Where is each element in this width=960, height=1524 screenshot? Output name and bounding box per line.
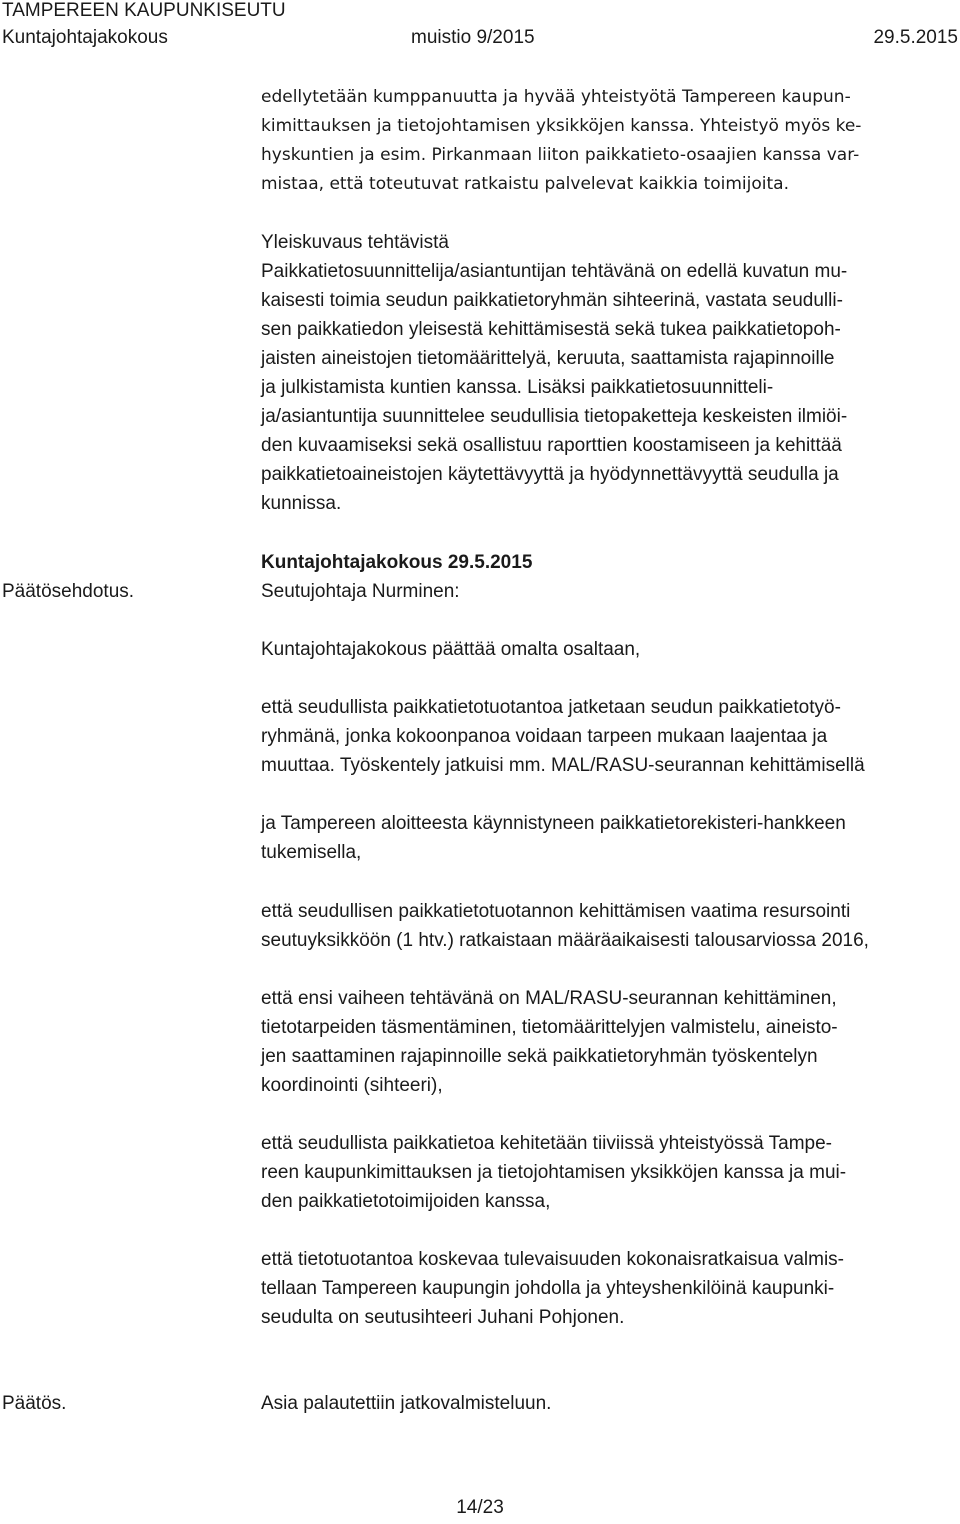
intro-line: kimittauksen ja tietojohtamisen yksikköjen kanssa. Yhteistyö myös ke-	[261, 116, 862, 136]
overview-section	[261, 228, 957, 518]
proposal-item-line: että ensi vaiheen tehtävänä on MAL/RASU-seurannan kehittäminen,	[261, 988, 837, 1009]
overview-line: ja julkistamista kuntien kanssa. Lisäksi paikkatietosuunnitteli-	[261, 377, 774, 398]
decision-label: Päätös.	[2, 1393, 67, 1414]
proposal-item-line: koordinointi (sihteeri),	[261, 1075, 443, 1096]
proposal-item-line: jen saattaminen rajapinnoille sekä paikkatietoryhmän työskentelyn	[261, 1046, 818, 1067]
proposal-lead	[261, 635, 957, 664]
proposal-item-line: ryhmänä, jonka kokoonpanoa voidaan tarpeen mukaan laajentaa ja	[261, 726, 828, 747]
intro-paragraph	[261, 83, 957, 199]
overview-line: jaisten aineistojen tietomäärittelyä, keruuta, saattamista rajapinnoille	[261, 348, 835, 369]
overview-line: kaisesti toimia seudun paikkatietoryhmän sihteerinä, vastata seudulli-	[261, 290, 843, 311]
proposal-item-6	[261, 1245, 957, 1332]
proposal-heading	[261, 548, 957, 606]
proposal-item-line: että tietotuotantoa koskevaa tulevaisuuden kokonaisratkaisua valmis-	[261, 1249, 845, 1270]
presenter: Seutujohtaja Nurminen:	[261, 581, 460, 602]
page-number: 14/23	[456, 1497, 504, 1518]
header-organization: TAMPEREEN KAUPUNKISEUTU	[2, 0, 286, 21]
proposal-item-4	[261, 984, 957, 1100]
decision-text	[261, 1389, 957, 1418]
intro-line: mistaa, että toteutuvat ratkaistu palvelevat kaikkia toimijoita.	[261, 174, 789, 194]
header-memo: muistio 9/2015	[411, 27, 535, 48]
overview-line: sen paikkatiedon yleisestä kehittämisestä sekä tukea paikkatietopoh-	[261, 319, 841, 340]
proposal-item-3	[261, 897, 957, 955]
proposal-item-line: tellaan Tampereen kaupungin johdolla ja yhteyshenkilöinä kaupunki-	[261, 1278, 835, 1299]
proposal-lead-text: Kuntajohtajakokous päättää omalta osaltaan,	[261, 639, 641, 660]
overview-line: paikkatietoaineistojen käytettävyyttä ja hyödynnettävyyttä seudulla ja	[261, 464, 839, 485]
proposal-item-1	[261, 693, 957, 780]
header-meeting: Kuntajohtajakokous	[2, 27, 168, 48]
proposal-item-line: tukemisella,	[261, 842, 362, 863]
proposal-item-line: seudulta on seutusihteeri Juhani Pohjonen.	[261, 1307, 625, 1328]
overview-line: ja/asiantuntija suunnittelee seudullisia tietopaketteja keskeisten ilmiöi-	[261, 406, 848, 427]
proposal-item-2	[261, 809, 957, 867]
overview-line: Paikkatietosuunnittelija/asiantuntijan tehtävänä on edellä kuvatun mu-	[261, 261, 848, 282]
overview-heading: Yleiskuvaus tehtävistä	[261, 232, 449, 253]
proposal-item-line: seutuyksikköön (1 htv.) ratkaistaan määräaikaisesti talousarviossa 2016,	[261, 930, 869, 951]
intro-line: edellytetään kumppanuutta ja hyvää yhteistyötä Tampereen kaupun-	[261, 87, 851, 107]
proposal-label: Päätösehdotus.	[2, 581, 135, 602]
proposal-item-line: reen kaupunkimittauksen ja tietojohtamisen yksikköjen kanssa ja mui-	[261, 1162, 847, 1183]
meeting-heading: Kuntajohtajakokous 29.5.2015	[261, 552, 533, 573]
proposal-item-line: tietotarpeiden täsmentäminen, tietomäärittelyjen valmistelu, aineisto-	[261, 1017, 838, 1038]
proposal-item-line: että seudullista paikkatietotuotantoa jatketaan seudun paikkatietotyö-	[261, 697, 841, 718]
proposal-item-line: että seudullista paikkatietoa kehitetään tiiviissä yhteistyössä Tampe-	[261, 1133, 833, 1154]
decision-text-line: Asia palautettiin jatkovalmisteluun.	[261, 1393, 552, 1414]
proposal-item-line: ja Tampereen aloitteesta käynnistyneen paikkatietorekisteri-hankkeen	[261, 813, 846, 834]
proposal-item-5	[261, 1129, 957, 1216]
overview-line: kunnissa.	[261, 493, 342, 514]
overview-line: den kuvaamiseksi sekä osallistuu raporttien koostamiseen ja kehittää	[261, 435, 842, 456]
proposal-item-line: muuttaa. Työskentely jatkuisi mm. MAL/RASU-seurannan kehittämisellä	[261, 755, 865, 776]
proposal-item-line: den paikkatietotoimijoiden kanssa,	[261, 1191, 551, 1212]
proposal-item-line: että seudullisen paikkatietotuotannon kehittämisen vaatima resursointi	[261, 901, 851, 922]
header-date: 29.5.2015	[873, 27, 958, 48]
intro-line: hyskuntien ja esim. Pirkanmaan liiton paikkatieto-osaajien kanssa var-	[261, 145, 860, 165]
